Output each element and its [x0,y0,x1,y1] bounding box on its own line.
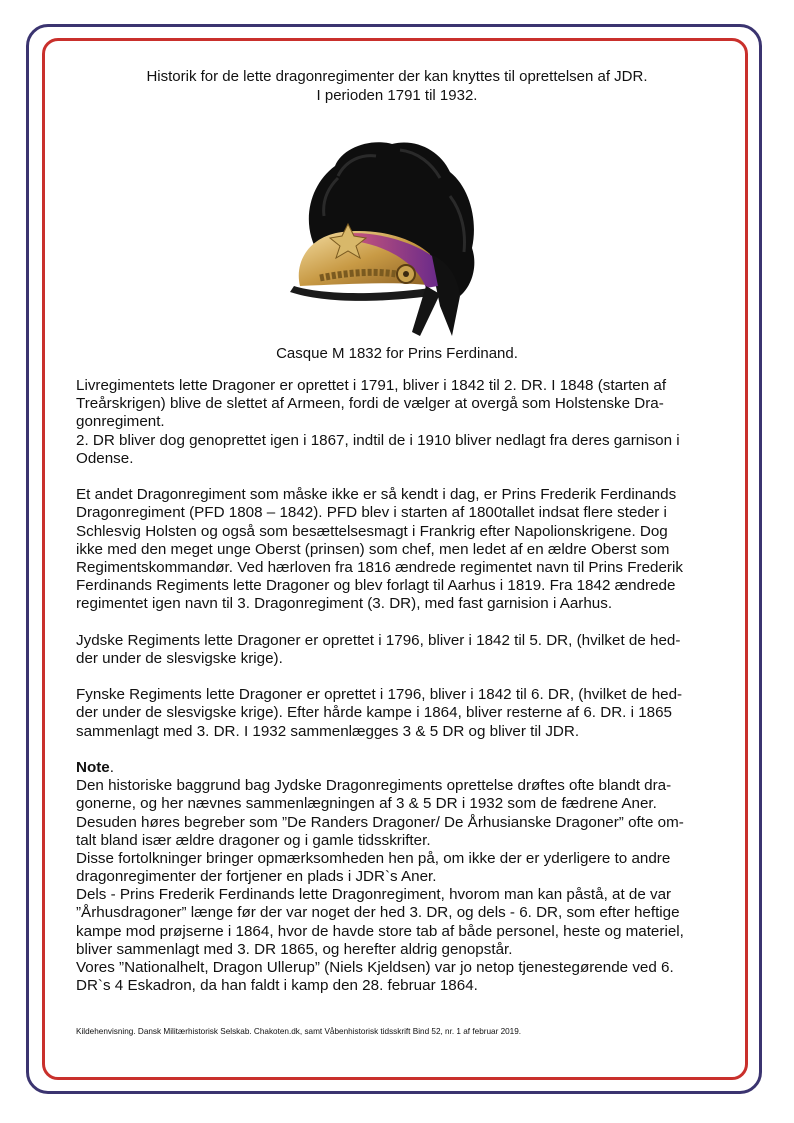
note-line: Disse fortolkninger bringer opmærksomheden hen på, om ikke der er yderligere to andre [76,849,671,867]
source-reference: Kildehenvisning. Dansk Militærhistorisk Selskab. Chakoten.dk, samt Våbenhistorisk tidsskrift Bind 52, nr. 1 af februar 2019. [76,1027,522,1036]
paragraph-line: sammenlagt med 3. DR. I 1932 sammenlægges 3 & 5 DR og bliver til JDR. [76,722,580,740]
paragraph-line: Schlesvig Holsten og også som besættelsesmagt i Frankrig efter Napolionskrigene. Dog [76,522,668,540]
note-heading: Note [76,758,110,776]
paragraph-line: Fynske Regiments lette Dragoner er oprettet i 1796, bliver i 1842 til 6. DR, (hvilket de hed- [76,686,683,704]
title-line-2: I perioden 1791 til 1932. [316,87,478,104]
paragraph-line: gonregiment. [76,413,165,431]
note-line: talt bland især ældre dragoner og i gamle tidsskrifter. [76,831,431,849]
paragraph-line: Regimentskommandør. Ved hærloven fra 1816 ændrede regimentet navn til Prins Frederik [76,558,683,576]
note-line: Dels - Prins Frederik Ferdinands lette Dragonregiment, hvorom man kan påstå, at de var [76,886,672,904]
paragraph-line: regimentet igen navn til 3. Dragonregiment (3. DR), med fast garnision i Aarhus. [76,595,613,613]
note-line: gonerne, og her nævnes sammenlægningen af 3 & 5 DR i 1932 som de fædrene Aner. [76,795,657,813]
paragraph-line: Et andet Dragonregiment som måske ikke er så kendt i dag, er Prins Frederik Ferdinands [76,486,677,504]
note-line: kampe mod prøjserne i 1864, hvor de havde store tab af både personel, heste og materiel, [76,922,684,940]
note-heading-line [76,759,720,777]
paragraph-line: 2. DR bliver dog genoprettet igen i 1867, indtil de i 1910 bliver nedlagt fra deres garnison i [76,431,680,449]
paragraph-line: Odense. [76,449,134,467]
paragraph-line: der under de slesvigske krige). [76,649,283,667]
paragraph-line: Dragonregiment (PFD 1808 – 1842). PFD blev i starten af 1800tallet indsat flere steder i [76,504,667,522]
note-line: ”Århusdragoner” længe før der var noget der hed 3. DR, og dels - 6. DR, som efter heftige [76,904,680,922]
paragraph-line: Livregimentets lette Dragoner er oprettet i 1791, bliver i 1842 til 2. DR. I 1848 (starten af [76,377,667,394]
page-title [80,67,714,105]
title-line-1: Historik for de lette dragonregimenter der kan knyttes til oprettelsen af JDR. [146,68,648,85]
note-line: dragonregimenter der fortjener en plads i JDR`s Aner. [76,868,437,886]
paragraph-line: Treårskrigen) blive de slettet af Armeen, fordi de vælger at overgå som Holstenske Dra- [76,395,664,413]
note-line: Vores ”Nationalhelt, Dragon Ullerup” (Niels Kjeldsen) var jo netop tjenestegørende ved 6. [76,959,674,976]
paragraph-line: Ferdinands Regiments lette Dragoner og blev forlagt til Aarhus i 1819. Fra 1842 ændrede [76,577,676,595]
paragraph-line: Jydske Regiments lette Dragoner er oprettet i 1796, bliver i 1842 til 5. DR, (hvilket de hed- [76,631,681,649]
note-line: Den historiske baggrund bag Jydske Dragonregiments oprettelse drøftes ofte blandt dra- [76,777,672,795]
casque-helmet-icon [280,136,480,341]
note-line: DR`s 4 Eskadron, da han faldt i kamp den 28. februar 1864. [76,977,478,995]
paragraph-line: der under de slesvigske krige). Efter hårde kampe i 1864, bliver resterne af 6. DR. i 1865 [76,704,672,722]
paragraph-line: ikke med den meget unge Oberst (prinsen) som chef, men ledet af en ældre Oberst som [76,540,670,558]
note-line: Desuden høres begreber som ”De Randers Dragoner/ De Århusianske Dragoner” ofte om- [76,813,684,831]
note-heading-punct: . [109,758,114,776]
body-text [76,377,720,995]
note-line: bliver sammenlagt med 3. DR 1865, og herefter aldrig genopstår. [76,940,513,958]
image-caption: Casque M 1832 for Prins Ferdinand. [276,345,518,362]
